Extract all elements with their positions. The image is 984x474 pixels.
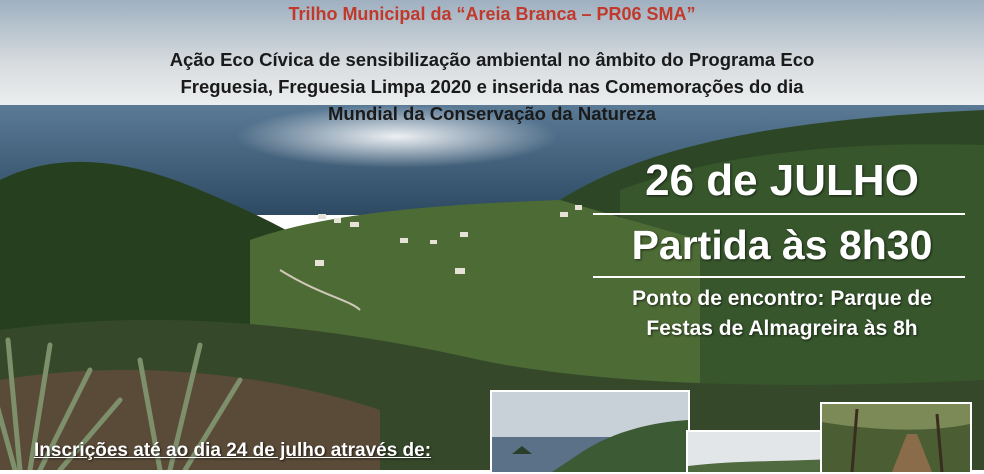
forest-trail-photo: [820, 402, 972, 474]
event-description: [80, 46, 904, 127]
registration-note: Inscrições até ao dia 24 de julho através de:: [34, 440, 432, 461]
divider: [593, 213, 965, 215]
coastline-photo: [490, 390, 690, 474]
trail-subtitle: Trilho Municipal da “Areia Branca – PR06 SMA”: [288, 4, 696, 24]
event-date: 26 de JULHO: [645, 156, 919, 205]
meeting-line: Ponto de encontro: Parque de: [632, 287, 932, 310]
description-line: Mundial da Conservação da Natureza: [328, 103, 656, 124]
start-time: Partida às 8h30: [631, 222, 933, 268]
description-line: Ação Eco Cívica de sensibilização ambiental no âmbito do Programa Eco: [169, 49, 815, 70]
meeting-point: [596, 284, 968, 344]
meeting-line: Festas de Almagreira às 8h: [646, 317, 918, 340]
divider: [593, 276, 965, 278]
description-line: Freguesia, Freguesia Limpa 2020 e inserida nas Comemorações do dia: [180, 76, 804, 97]
